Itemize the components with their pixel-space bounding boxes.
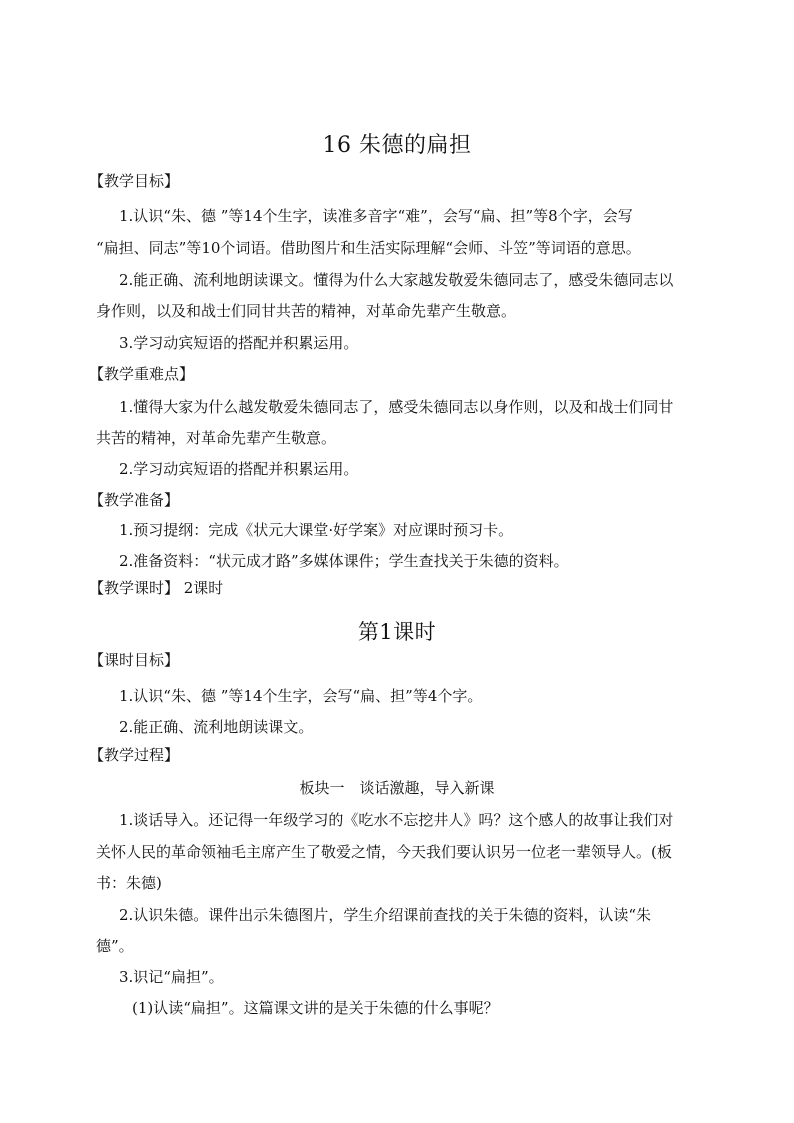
preparation-heading: 【教学准备】 — [89, 491, 180, 509]
lesson-title: 第1课时 — [357, 620, 437, 644]
key-points-heading: 【教学重难点】 — [89, 365, 195, 383]
step-3: 3.识记“扁担”。 — [119, 968, 224, 986]
goal-3: 3.学习动宾短语的搭配并积累运用。 — [119, 334, 359, 352]
step-2-line-1: 2.认识朱德。课件出示朱德图片，学生介绍课前查找的关于朱德的资料，认读“朱 — [119, 906, 651, 924]
step-1-line-1: 1.谈话导入。还记得一年级学习的《吃水不忘挖井人》吗？这个感人的故事让我们对 — [119, 811, 674, 829]
teaching-goals-heading: 【教学目标】 — [89, 172, 180, 190]
goal-1-line-2: “扁担、同志”等10个词语。借助图片和生活实际理解“会师、斗笠”等词语的意思。 — [96, 239, 641, 257]
step-1-line-2: 关怀人民的革命领袖毛主席产生了敬爱之情，今天我们要认识另一位老一辈领导人。(板 — [96, 843, 672, 861]
lesson-goal-1: 1.认识“朱、德 ”等14个生字，会写“扁、担”等4个字。 — [119, 687, 483, 705]
key-2: 2.学习动宾短语的搭配并积累运用。 — [119, 460, 359, 478]
key-1-line-1: 1.懂得大家为什么越发敬爱朱德同志了，感受朱德同志以身作则，以及和战士们同甘 — [119, 398, 674, 416]
block-1-title: 板块一 谈话激趣，导入新课 — [299, 779, 495, 797]
document-title: 16 朱德的扁担 — [322, 133, 472, 158]
preparation-2: 2.准备资料：“状元成才路”多媒体课件；学生查找关于朱德的资料。 — [119, 552, 569, 570]
step-1-line-3: 书：朱德) — [96, 874, 162, 892]
goal-2-line-1: 2.能正确、流利地朗读课文。懂得为什么大家越发敬爱朱德同志了，感受朱德同志以 — [119, 271, 674, 289]
step-2-line-2: 德”。 — [96, 937, 134, 955]
preparation-1: 1.预习提纲：完成《状元大课堂·好学案》对应课时预习卡。 — [119, 521, 514, 539]
teaching-process-heading: 【教学过程】 — [89, 746, 180, 764]
goal-1-line-1: 1.认识“朱、德 ”等14个生字，读准多音字“难”，会写“扁、担”等8个字，会写 — [119, 207, 633, 225]
lesson-goal-2: 2.能正确、流利地朗读课文。 — [119, 718, 314, 736]
lesson-goals-heading: 【课时目标】 — [89, 651, 180, 669]
class-hours-line: 【教学课时】 2课时 — [89, 579, 224, 597]
goal-2-line-2: 身作则，以及和战士们同甘共苦的精神，对革命先辈产生敬意。 — [96, 302, 517, 320]
key-1-line-2: 共苦的精神，对革命先辈产生敬意。 — [96, 429, 337, 447]
step-3-sub-1: (1)认读“扁担”。这篇课文讲的是关于朱德的什么事呢？ — [132, 999, 499, 1017]
